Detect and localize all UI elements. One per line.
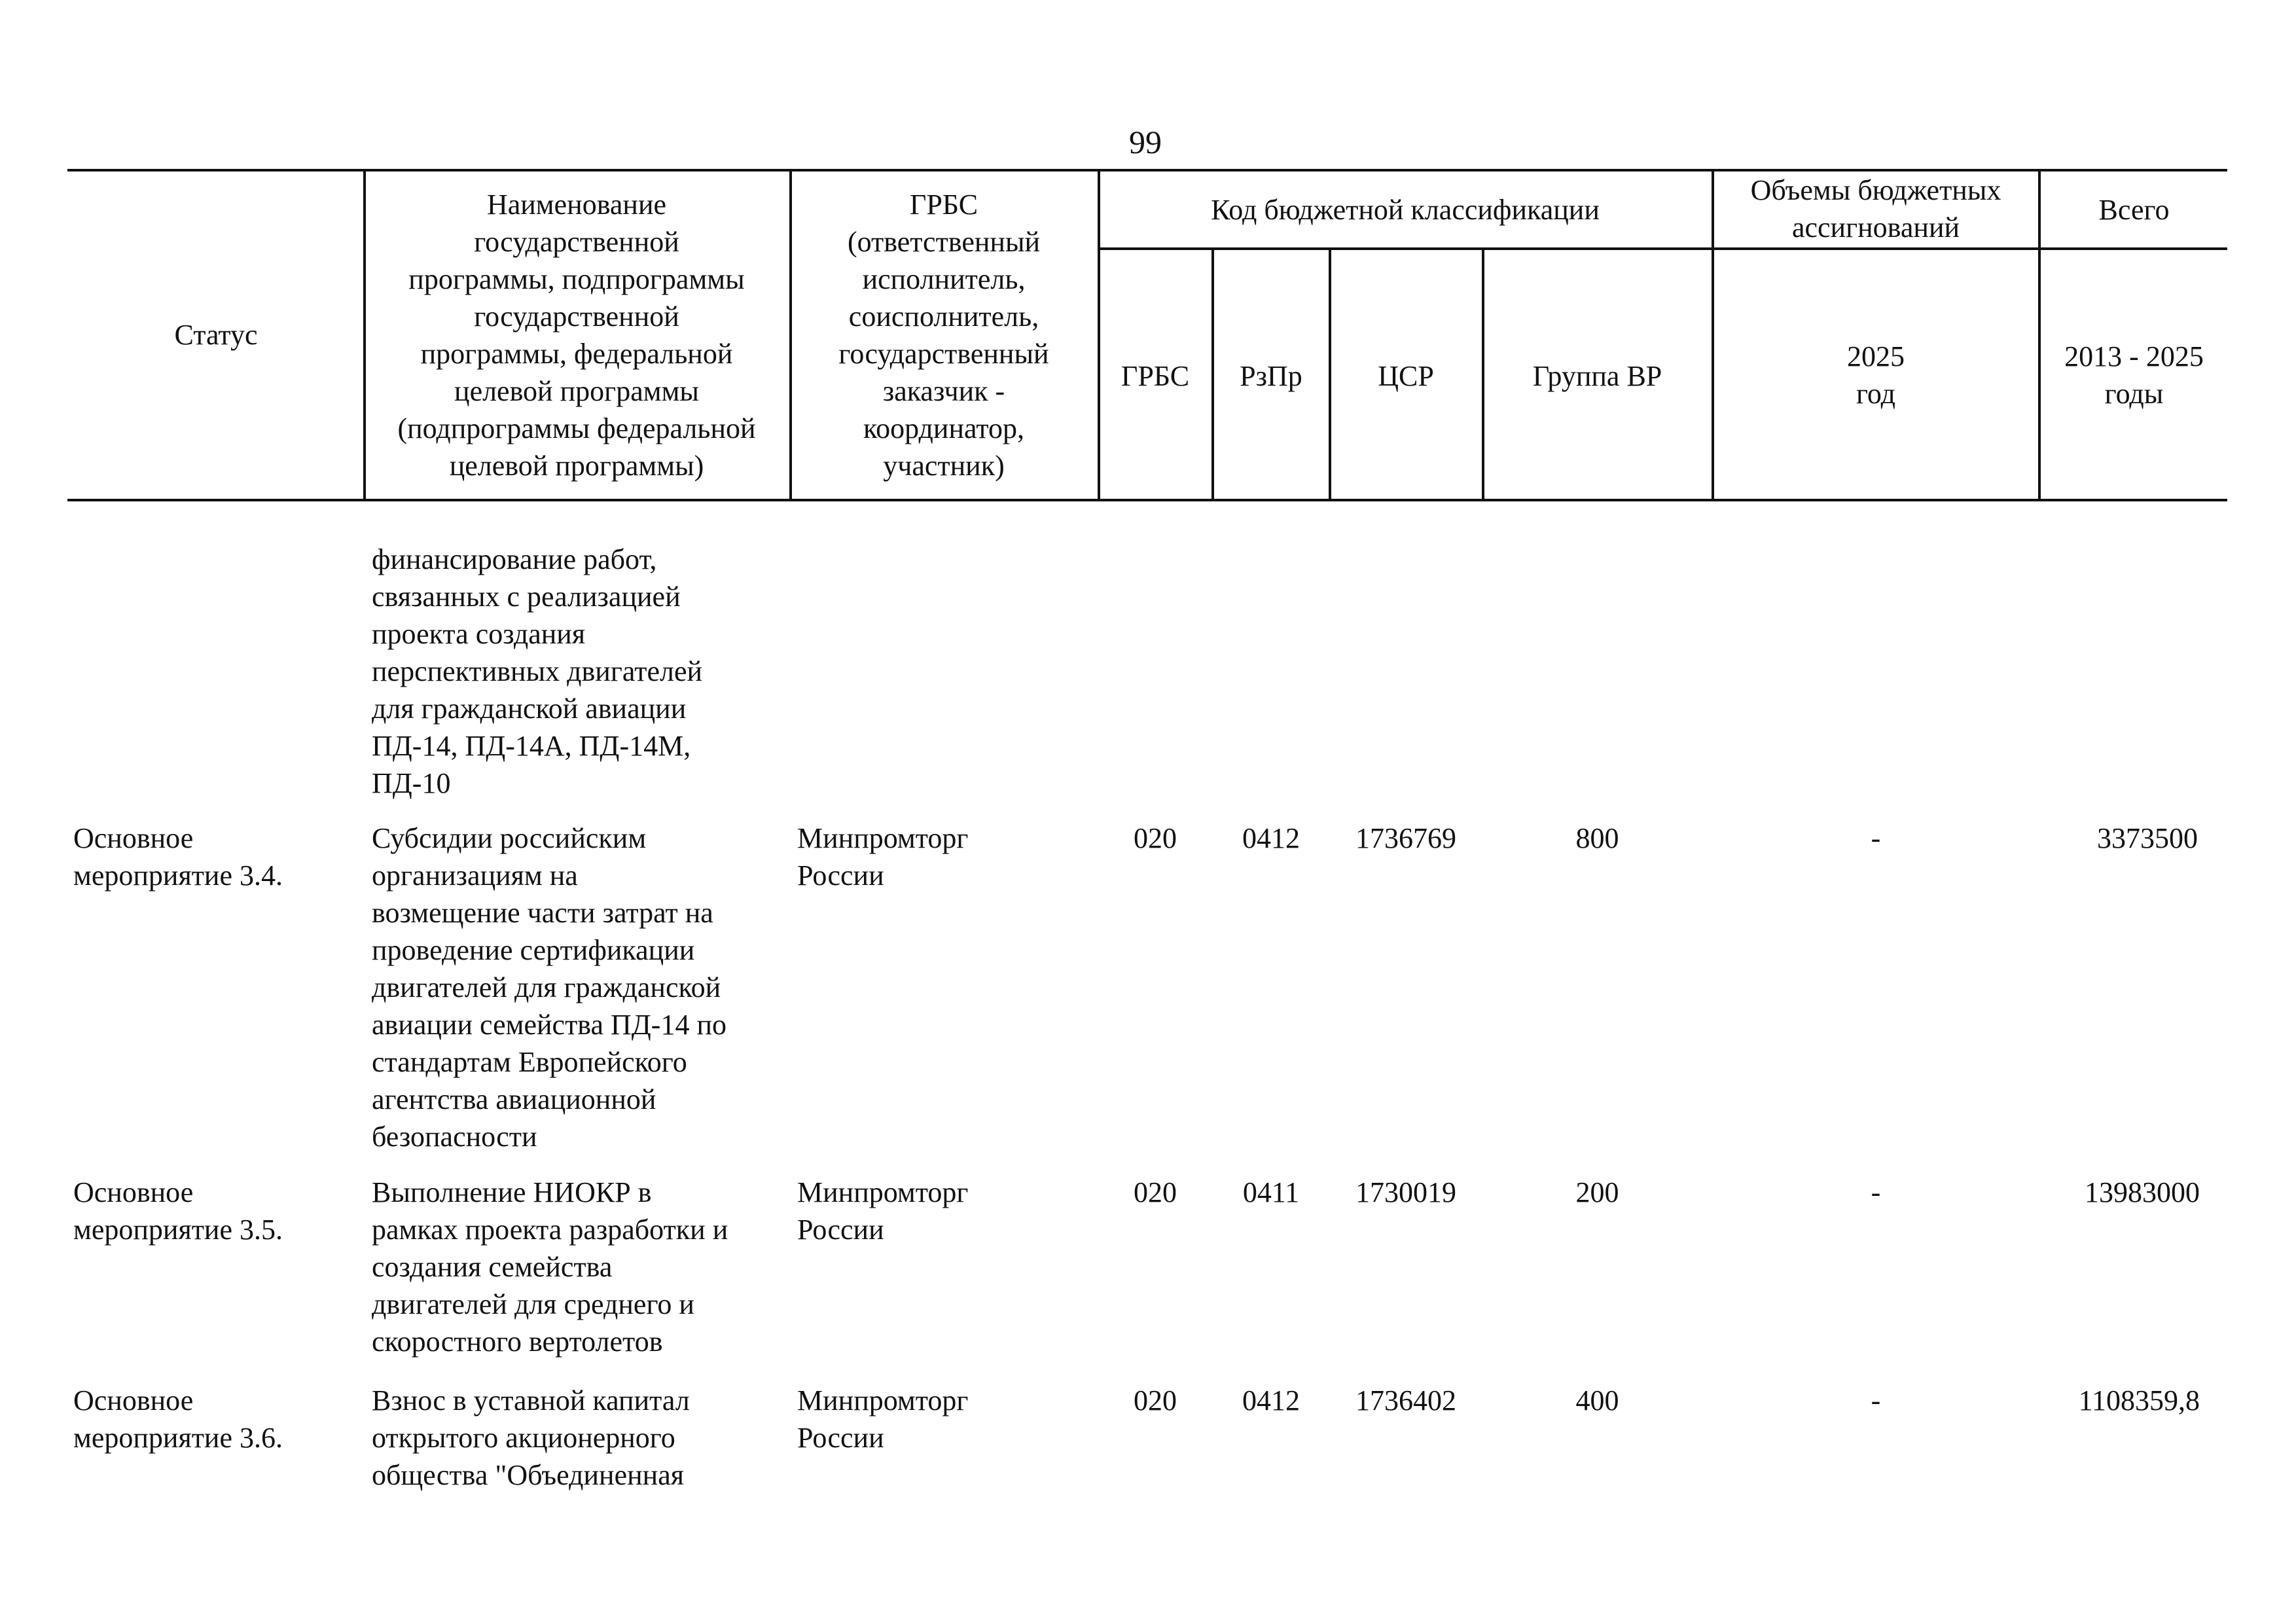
row-rzpr: 0412 — [1242, 1384, 1300, 1416]
header-status: Статус — [174, 319, 258, 351]
row-program-name: Субсидии российским организациям на возмещение части затрат на проведение сертификации двигателей для гражданской авиации семейства ПД-14 по стандартам Европейского агентства авиационной безопасности — [372, 822, 727, 1153]
row-group-vr: 200 — [1575, 1176, 1619, 1208]
row-executor: Минпромторг России — [797, 822, 969, 892]
row-status: Основное мероприятие 3.4. — [73, 822, 283, 892]
row-program-name: Взнос в уставной капитал открытого акционерного общества "Объединенная — [372, 1384, 690, 1491]
col-divider-status — [363, 170, 366, 500]
row-year-2025: - — [1871, 822, 1881, 854]
row-executor: Минпромторг России — [797, 1176, 969, 1246]
row-grbs: 020 — [1134, 1384, 1177, 1416]
row-executor: Минпромторг России — [797, 1384, 969, 1454]
row-total: 13983000 — [2085, 1176, 2200, 1208]
header-budget-code-group: Код бюджетной классификации — [1211, 194, 1600, 226]
header-grbs-executor: ГРБС (ответственный исполнитель, соисполнитель, государственный заказчик - координатор, участник) — [838, 189, 1049, 482]
row-grbs: 020 — [1134, 822, 1177, 854]
col-divider-grbs — [1211, 249, 1214, 500]
row-csr: 1736769 — [1355, 822, 1456, 854]
row-status: Основное мероприятие 3.5. — [73, 1176, 283, 1246]
header-allocations-group: Объемы бюджетных ассигнований — [1750, 174, 2001, 244]
header-year-2025: 2025 год — [1847, 340, 1905, 410]
header-csr: ЦСР — [1378, 360, 1434, 392]
header-grbs: ГРБС — [1121, 360, 1190, 392]
row-year-2025: - — [1871, 1176, 1881, 1208]
row-total: 3373500 — [2097, 822, 2198, 854]
header-program-name: Наименование государственной программы, подпрограммы государственной программы, федеральной целевой программы (подпрограммы федеральной целевой программы) — [397, 189, 756, 482]
row-rzpr: 0411 — [1242, 1176, 1300, 1208]
row-program-name: Выполнение НИОКР в рамках проекта разработки и создания семейства двигателей для среднего и скоростного вертолетов — [372, 1176, 728, 1358]
row-total: 1108359,8 — [2078, 1384, 2200, 1416]
header-total-group: Всего — [2098, 194, 2170, 226]
header-group-vr: Группа ВР — [1532, 360, 1662, 392]
subheader-divider — [1100, 247, 2227, 250]
header-rzpr: РзПр — [1240, 360, 1302, 392]
row-group-vr: 400 — [1575, 1384, 1619, 1416]
row-grbs: 020 — [1134, 1176, 1177, 1208]
row-csr: 1730019 — [1355, 1176, 1456, 1208]
row-year-2025: - — [1871, 1384, 1881, 1416]
row-status: Основное мероприятие 3.6. — [73, 1384, 283, 1454]
header-total-years: 2013 - 2025 годы — [2064, 340, 2204, 410]
col-divider-executor — [1098, 170, 1100, 500]
header-bottom-border — [67, 499, 2227, 501]
col-divider-vr — [1712, 170, 1714, 500]
row-rzpr: 0412 — [1242, 822, 1300, 854]
page-number: 99 — [1129, 124, 1162, 160]
continuation-text: финансирование работ, связанных с реализацией проекта создания перспективных двигателей для гражданской авиации ПД-14, ПД-14А, ПД-14М, ПД-10 — [372, 543, 703, 799]
row-group-vr: 800 — [1575, 822, 1619, 854]
row-csr: 1736402 — [1355, 1384, 1456, 1416]
